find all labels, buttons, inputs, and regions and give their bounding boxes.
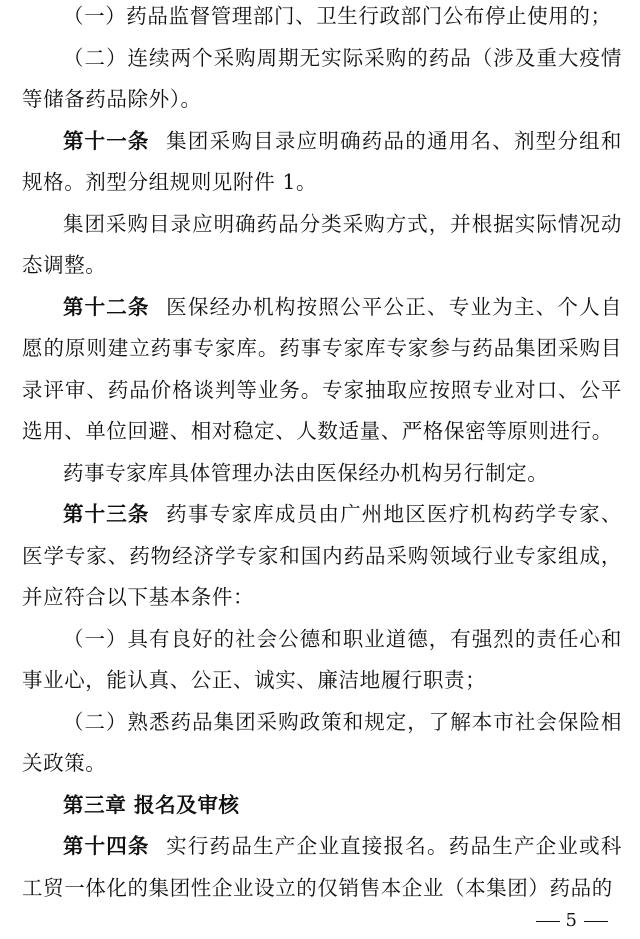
footer-dash-right <box>584 921 608 922</box>
paragraph-item-8: （一）具有良好的社会公德和职业道德，有强烈的责任心和事业心，能认真、公正、诚实、廉洁地履行职责； <box>22 626 622 692</box>
paragraph-item-6: 药事专家库具体管理办法由医保经办机构另行制定。 <box>63 460 549 485</box>
article-body: 集团采购目录应明确药品的通用名、剂型分组和规格。剂型分组规则见附件 1。 <box>22 128 622 194</box>
article-12-paragraph <box>0 287 640 453</box>
paragraph-item-1: （一）药品监督管理部门、卫生行政部门公布停止使用的； <box>63 4 612 28</box>
article-body: 实行药品生产企业直接报名。药品生产企业或科工贸一体化的集团性企业设立的仅销售本企业（本集团）药品的 <box>22 834 622 900</box>
article-heading: 第十四条 <box>63 834 150 858</box>
article-11-paragraph <box>0 121 640 204</box>
article-heading: 第十二条 <box>63 294 150 319</box>
article-body: 医保经办机构按照公平公正、专业为主、个人自愿的原则建立药事专家库。药事专家库专家参与药品集团采购目录评审、药品价格谈判等业务。专家抽取应按照专业对口、公平选用、单位回避、相对稳定、人数适量、严格保密等原则进行。 <box>22 294 622 443</box>
chapter-heading: 第三章 报名及审核 <box>63 792 240 817</box>
article-heading: 第十三条 <box>63 502 150 526</box>
page-number: 5 <box>565 910 578 931</box>
paragraph-item-2: （二）连续两个采购周期无实际采购的药品（涉及重大疫情等储备药品除外）。 <box>22 45 622 111</box>
article-heading: 第十一条 <box>63 128 150 153</box>
paragraph-item-9: （二）熟悉药品集团采购政策和规定，了解本市社会保险相关政策。 <box>22 709 622 775</box>
article-13-paragraph <box>0 494 640 619</box>
footer-dash-left <box>536 921 560 922</box>
paragraph-item-4: 集团采购目录应明确药品分类采购方式，并根据实际情况动态调整。 <box>22 211 622 277</box>
article-body: 药事专家库成员由广州地区医疗机构药学专家、医学专家、药物经济学专家和国内药品采购领域行业专家组成，并应符合以下基本条件： <box>22 502 622 609</box>
article-14-paragraph <box>0 826 640 909</box>
page-footer <box>530 910 614 932</box>
